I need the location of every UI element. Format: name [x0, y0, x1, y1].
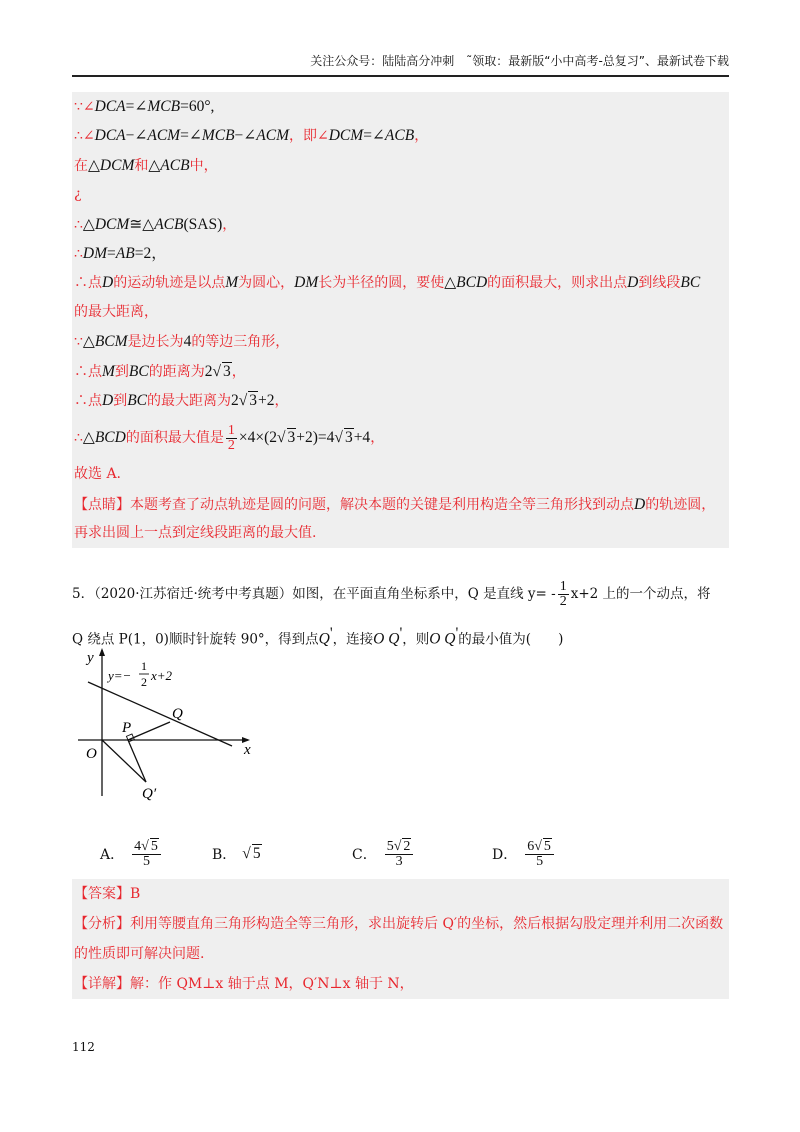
solution-line-13: 故选 A.: [74, 466, 122, 483]
option-c[interactable]: C． $\frac{5√ 2}{3}$: [352, 834, 415, 874]
equation-denominator: 2: [141, 675, 147, 689]
page-number: 112: [72, 1040, 95, 1054]
answer-options: [100, 834, 660, 874]
question-5-line-2: Q 绕点 P(1，0)顺时针旋转 90°，得到点Q'，连接O Q'，则O Q'的最小值为( ): [72, 625, 564, 648]
question-5-line-1: 5．（2020·江苏宿迁·统考中考真题）如图，在平面直角坐标系中，Q 是直线 y= - $\frac{1}{2}$ x+2 上的一个动点，将: [72, 579, 711, 609]
option-a[interactable]: A． $\frac{4√ 5}{5}$: [100, 834, 163, 874]
segment-OQp: [102, 740, 146, 782]
y-axis-arrow: [99, 648, 105, 656]
fraction-half: $\frac{1}{2}$: [227, 422, 235, 453]
point-Q-label: Q: [172, 706, 183, 722]
question-5: [72, 574, 732, 654]
solution-line-5: ∴△DCM≅△ACB(SAS)，: [74, 215, 237, 233]
point-Qp-label: Q′: [142, 786, 157, 802]
segment-PQ: [128, 722, 170, 740]
answer-line: 【答案】B: [74, 886, 141, 902]
y-axis-label: y: [87, 650, 94, 666]
solution-line-2: ∴∠DCA−∠ACM=∠MCB−∠ACM，即∠DCM=∠ACB，: [74, 127, 429, 145]
point-P-label: P: [122, 720, 132, 736]
solution-line-6: ∴DM=AB=2，: [74, 244, 167, 262]
fraction-half: $\frac{1}{2}$: [559, 579, 567, 609]
analysis-line: 【分析】利用等腰直角三角形构造全等三角形，求出旋转后 Q′的坐标，然后根据勾股定理并利用二次函数: [74, 916, 724, 932]
equation-prefix: y=−: [108, 668, 132, 683]
equation-numerator: 1: [141, 659, 147, 673]
segment-PQp: [128, 740, 146, 782]
solution-line-9: ∵△BCM是边长为4的等边三角形，: [74, 333, 290, 351]
solution-line-12: ∴△BCD的面积最大值是 $\frac{1}{2}$ ×4×(2√ 3+2)=4√ 3+4，: [74, 422, 385, 453]
solution-line-10: ∴点M到BC的距离为2√ 3，: [74, 362, 246, 380]
solution-line-4: ¿: [74, 186, 82, 203]
solution-line-11: ∴点D到BC的最大距离为2√ 3+2，: [74, 391, 289, 409]
option-d[interactable]: D． $\frac{6√ 5}{5}$: [492, 834, 556, 874]
coordinate-figure: [78, 646, 268, 806]
equation-suffix: x+2: [151, 668, 173, 683]
solution-line-15: 再求出圆上一点到定线段距离的最大值.: [74, 525, 317, 542]
figure-svg: [78, 646, 268, 806]
x-axis-label: x: [244, 742, 251, 758]
origin-label: O: [86, 746, 97, 762]
answer-block: [72, 879, 729, 999]
solution-line-3: 在△DCM和△ACB中，: [74, 156, 218, 174]
solution-line-14: 【点睛】本题考查了动点轨迹是圆的问题，解决本题的关键是利用构造全等三角形找到动点D的轨迹圆，: [74, 495, 716, 513]
page-header: 关注公众号：陆陆高分冲刺 ˜领取：最新版“小中高考-总复习”、最新试卷下载: [72, 52, 729, 77]
solution-block: [72, 92, 729, 548]
solution-line-8: 的最大距离，: [74, 303, 158, 320]
solution-line-7: ∴点D的运动轨迹是以点M为圆心，DM长为半径的圆，要使△BCD的面积最大，则求出点D到线段BC: [74, 274, 701, 292]
line-graph: [88, 682, 232, 746]
solution-line-1: ∵∠DCA=∠MCB=60°,: [74, 98, 215, 115]
analysis-line-2: 的性质即可解决问题.: [74, 946, 205, 962]
option-b[interactable]: B． √ 5: [212, 845, 261, 863]
detail-line: 【详解】解：作 QM⊥x 轴于点 M，Q′N⊥x 轴于 N，: [74, 976, 414, 992]
